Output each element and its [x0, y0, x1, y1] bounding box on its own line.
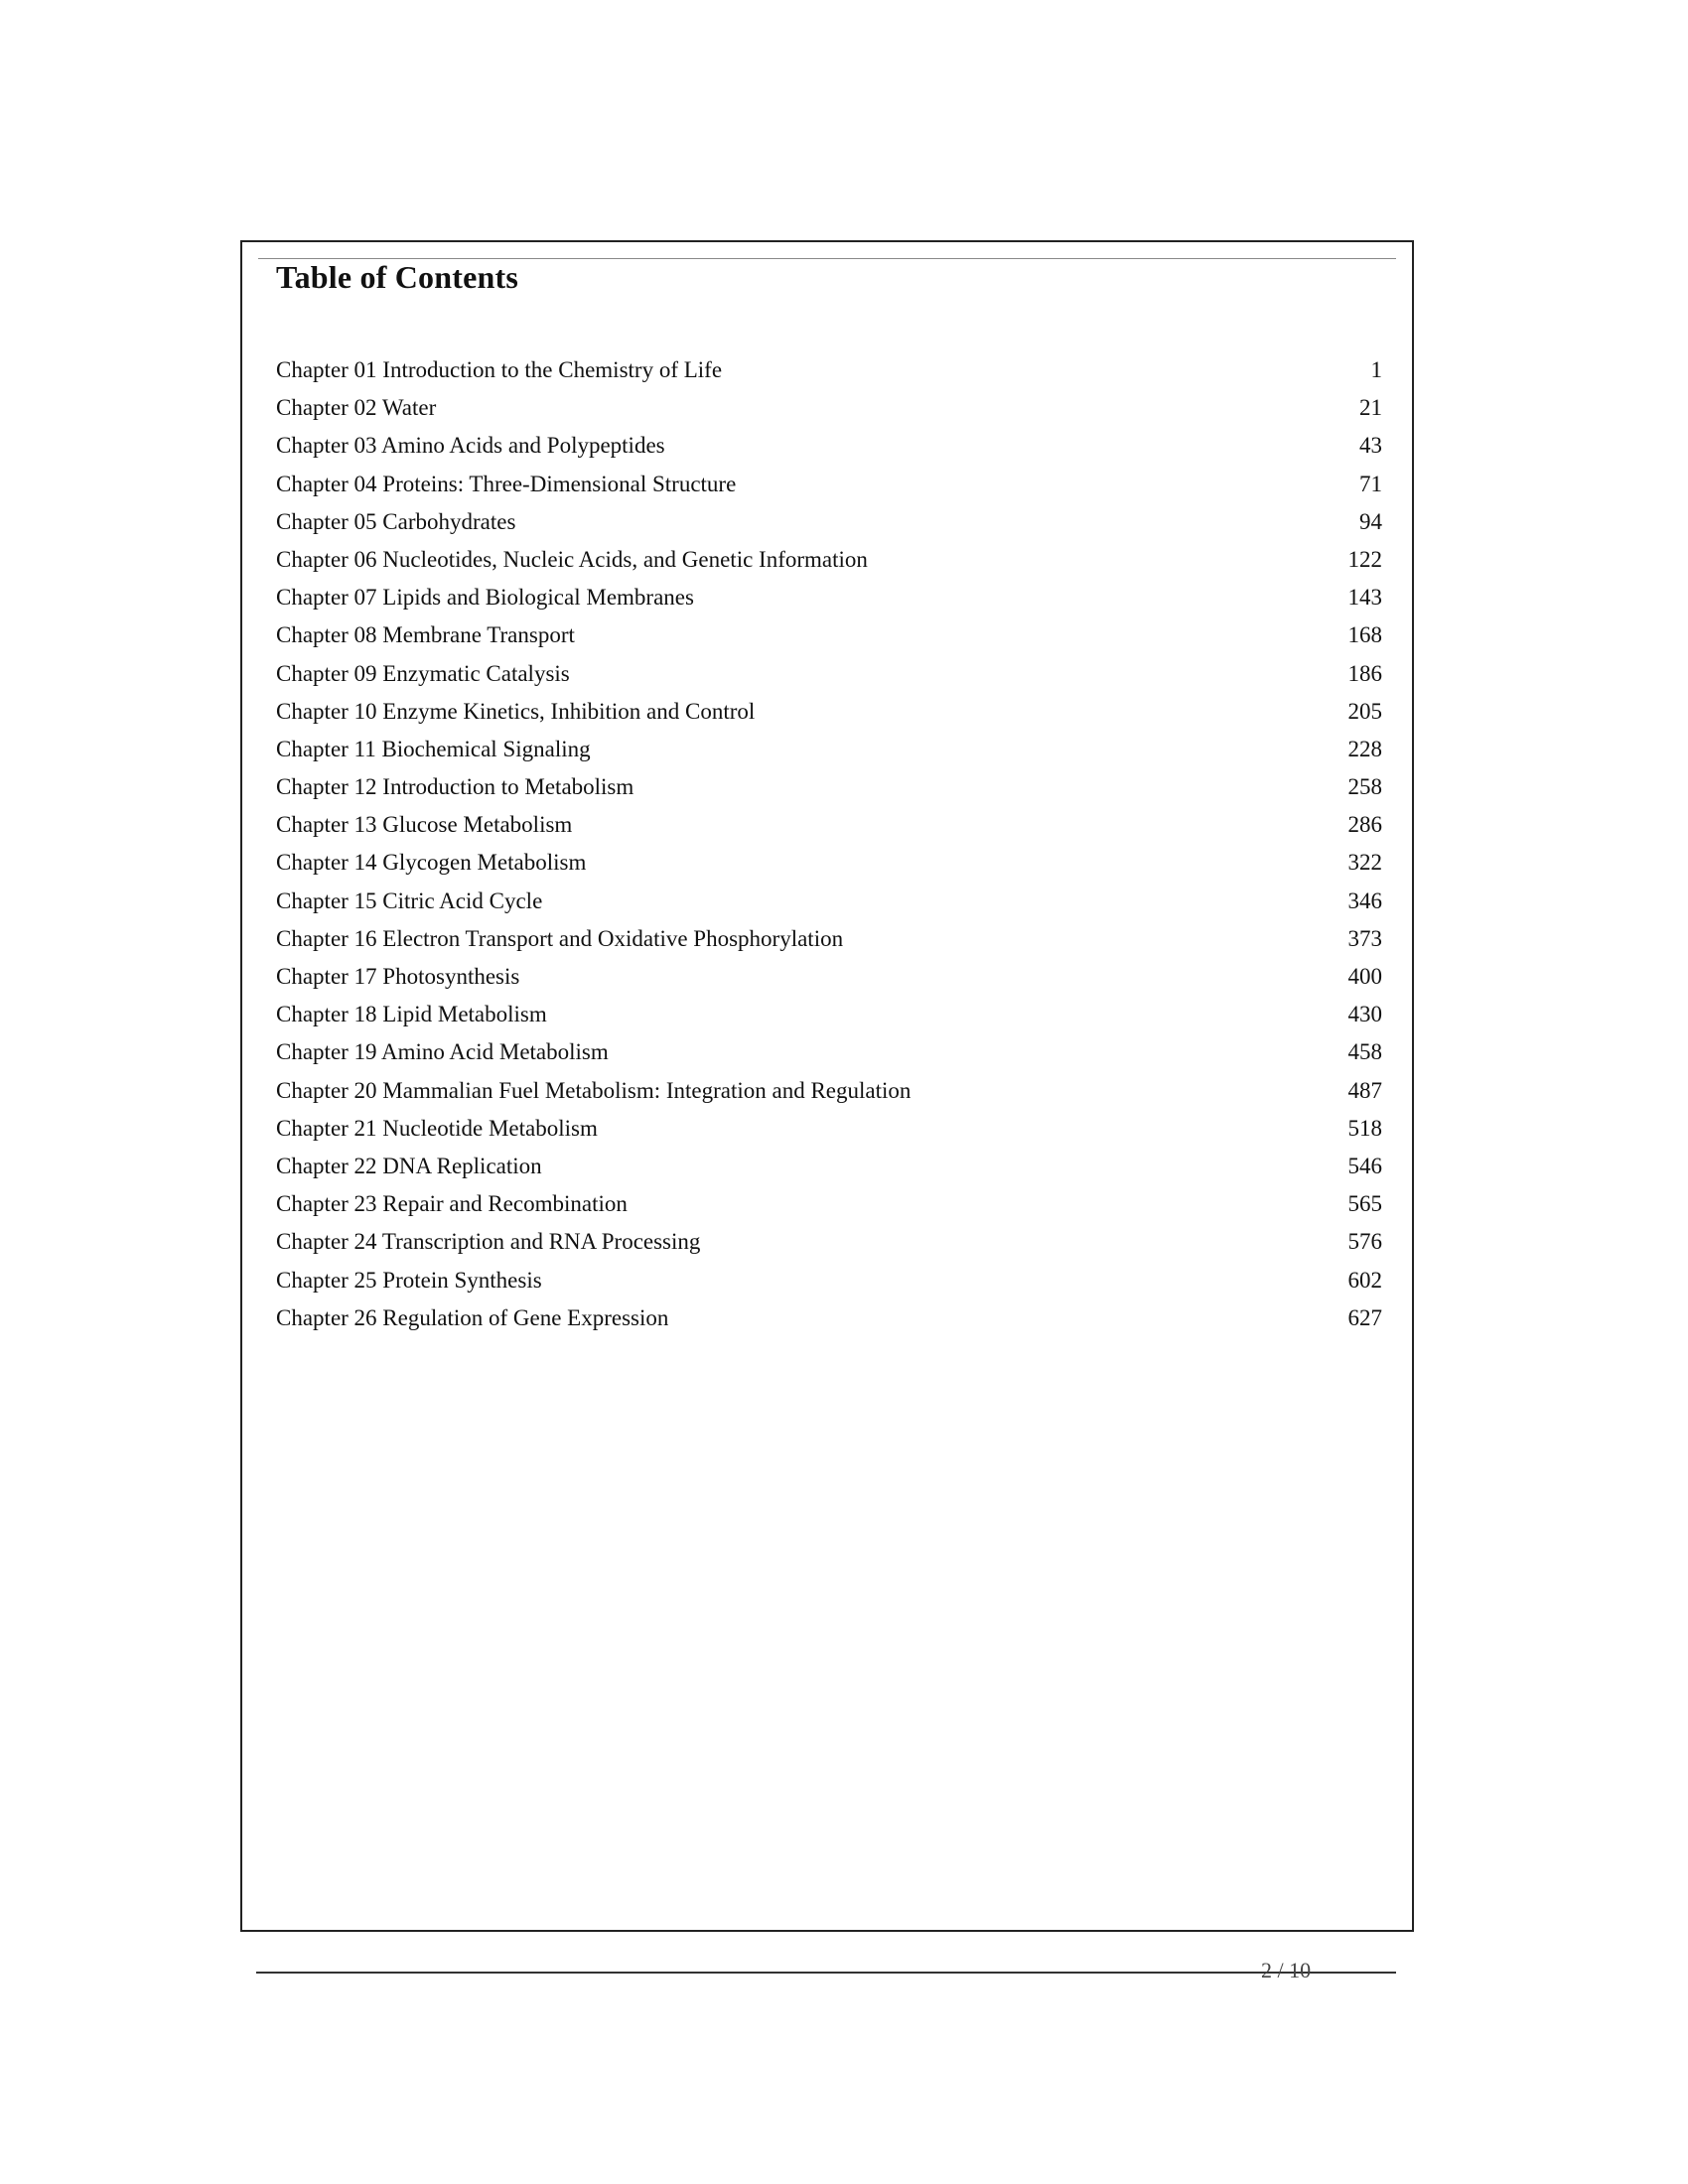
toc-entry-title: Chapter 02 Water: [276, 395, 437, 421]
toc-entry[interactable]: [276, 996, 1382, 1033]
toc-entry-page-number: 94: [1359, 508, 1382, 534]
toc-entry-title: Chapter 06 Nucleotides, Nucleic Acids, and Genetic Information: [276, 546, 868, 572]
toc-entry-page-number: 602: [1347, 1267, 1382, 1293]
toc-entry[interactable]: [276, 655, 1382, 693]
toc-entry-page-number: 228: [1347, 736, 1382, 761]
page-frame: [240, 240, 1414, 1932]
toc-entry-title: Chapter 26 Regulation of Gene Expression: [276, 1304, 669, 1330]
footer-rule: [256, 1972, 1396, 1974]
toc-entry-title: Chapter 08 Membrane Transport: [276, 622, 575, 648]
toc-entry-title: Chapter 12 Introduction to Metabolism: [276, 774, 634, 800]
toc-entry-title: Chapter 15 Citric Acid Cycle: [276, 887, 543, 913]
toc-entry-title: Chapter 17 Photosynthesis: [276, 964, 520, 989]
toc-entry[interactable]: [276, 466, 1382, 503]
toc-entry-page-number: 71: [1359, 471, 1382, 496]
toc-entry-page-number: 186: [1347, 660, 1382, 686]
toc-entry-title: Chapter 04 Proteins: Three-Dimensional Structure: [276, 471, 737, 496]
toc-entry-title: Chapter 01 Introduction to the Chemistry of Life: [276, 357, 723, 382]
toc-entry[interactable]: [276, 731, 1382, 768]
footer-page-number: [1261, 1958, 1370, 1983]
toc-entry-title: Chapter 10 Enzyme Kinetics, Inhibition and Control: [276, 698, 756, 724]
toc-entry-page-number: 258: [1347, 774, 1382, 800]
toc-entry-title: Chapter 21 Nucleotide Metabolism: [276, 1115, 598, 1141]
toc-entry[interactable]: [276, 1148, 1382, 1185]
toc-entry-page-number: 286: [1347, 812, 1382, 838]
toc-entry-page-number: 346: [1347, 887, 1382, 913]
toc-entry-title: Chapter 09 Enzymatic Catalysis: [276, 660, 570, 686]
toc-entry[interactable]: [276, 806, 1382, 844]
toc-entry-title: Chapter 11 Biochemical Signaling: [276, 736, 591, 761]
toc-entry[interactable]: [276, 693, 1382, 731]
toc-entry[interactable]: [276, 844, 1382, 882]
toc-entry-title: Chapter 19 Amino Acid Metabolism: [276, 1039, 609, 1065]
toc-entry-page-number: 373: [1347, 925, 1382, 951]
toc-entry[interactable]: [276, 1185, 1382, 1223]
toc-entry-title: Chapter 13 Glucose Metabolism: [276, 812, 573, 838]
toc-entry[interactable]: [276, 616, 1382, 654]
toc-entry-page-number: 1: [1370, 357, 1382, 382]
toc-entry[interactable]: [276, 1299, 1382, 1337]
toc-entry[interactable]: [276, 768, 1382, 806]
toc-entry[interactable]: [276, 503, 1382, 541]
toc-entry[interactable]: [276, 958, 1382, 996]
toc-entry[interactable]: [276, 351, 1382, 389]
toc-entry[interactable]: [276, 1072, 1382, 1110]
toc-entry-title: Chapter 23 Repair and Recombination: [276, 1191, 628, 1217]
toc-entry-page-number: 122: [1347, 546, 1382, 572]
toc-entry-page-number: 546: [1347, 1153, 1382, 1178]
toc-entry-title: Chapter 05 Carbohydrates: [276, 508, 516, 534]
toc-entry-page-number: 458: [1347, 1039, 1382, 1065]
toc-entry-page-number: 143: [1347, 585, 1382, 611]
toc-entry-page-number: 565: [1347, 1191, 1382, 1217]
toc-entry-page-number: 400: [1347, 964, 1382, 989]
toc-entry-page-number: 430: [1347, 1002, 1382, 1027]
toc-entry[interactable]: [276, 1033, 1382, 1071]
toc-entry[interactable]: [276, 427, 1382, 465]
toc-list: [276, 351, 1382, 1337]
toc-entry[interactable]: [276, 389, 1382, 427]
toc-title: Table of Contents: [276, 259, 519, 295]
toc-entry[interactable]: [276, 920, 1382, 958]
toc-entry-page-number: 322: [1347, 850, 1382, 876]
toc-entry-title: Chapter 18 Lipid Metabolism: [276, 1002, 547, 1027]
toc-entry-title: Chapter 25 Protein Synthesis: [276, 1267, 542, 1293]
toc-entry-title: Chapter 24 Transcription and RNA Processing: [276, 1229, 701, 1255]
toc-entry[interactable]: [276, 883, 1382, 920]
toc-entry-page-number: 576: [1347, 1229, 1382, 1255]
toc-entry-title: Chapter 22 DNA Replication: [276, 1153, 542, 1178]
toc-entry-page-number: 205: [1347, 698, 1382, 724]
toc-entry[interactable]: [276, 1223, 1382, 1261]
toc-entry-title: Chapter 14 Glycogen Metabolism: [276, 850, 587, 876]
toc-entry-page-number: 487: [1347, 1077, 1382, 1103]
toc-entry-title: Chapter 07 Lipids and Biological Membranes: [276, 585, 694, 611]
footer-page-number-text: 2 / 10: [1261, 1958, 1312, 1982]
toc-entry-page-number: 627: [1347, 1304, 1382, 1330]
toc-entry[interactable]: [276, 541, 1382, 579]
toc-entry[interactable]: [276, 579, 1382, 616]
toc-entry-title: Chapter 16 Electron Transport and Oxidative Phosphorylation: [276, 925, 844, 951]
toc-entry[interactable]: [276, 1110, 1382, 1148]
toc-entry[interactable]: [276, 1262, 1382, 1299]
toc-entry-page-number: 43: [1359, 433, 1382, 459]
toc-entry-title: Chapter 20 Mammalian Fuel Metabolism: Integration and Regulation: [276, 1077, 912, 1103]
toc-entry-page-number: 21: [1359, 395, 1382, 421]
toc-entry-title: Chapter 03 Amino Acids and Polypeptides: [276, 433, 665, 459]
toc-entry-page-number: 518: [1347, 1115, 1382, 1141]
toc-entry-page-number: 168: [1347, 622, 1382, 648]
